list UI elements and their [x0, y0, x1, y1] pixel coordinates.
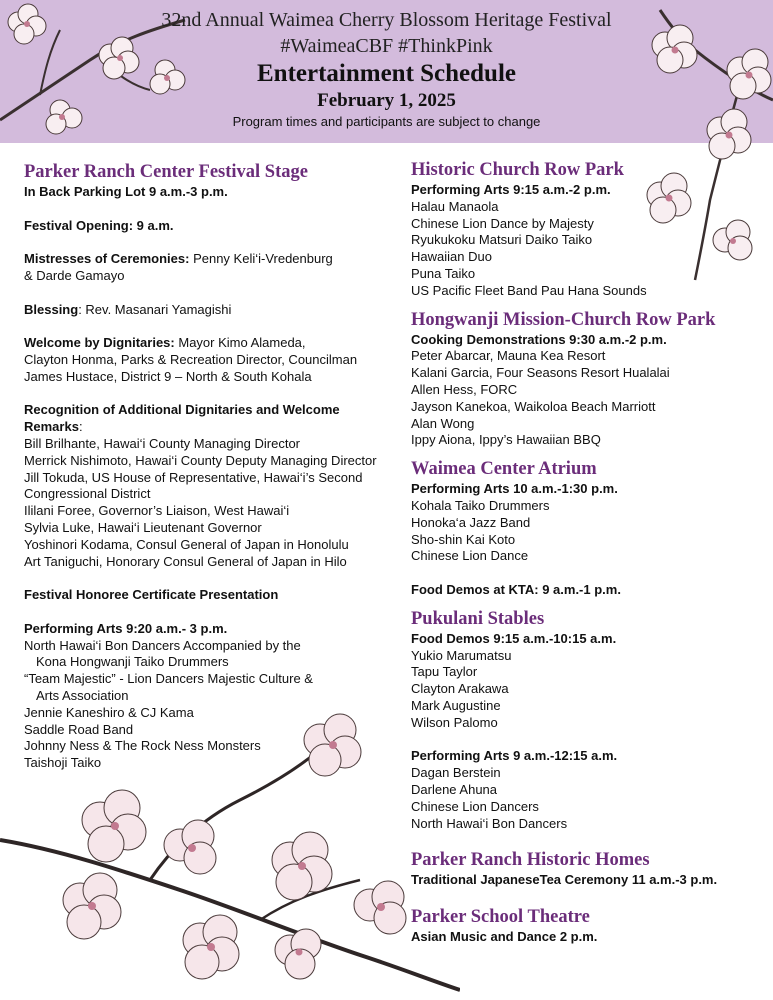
pukulani-food-list [411, 648, 766, 732]
pukulani-perf-label: Performing Arts 9 a.m.-12:15 a.m. [411, 748, 618, 764]
pukulani-food-label: Food Demos 9:15 a.m.-10:15 a.m. [411, 630, 617, 646]
page-title: Entertainment Schedule [256, 60, 517, 87]
pukulani-perf-list [411, 765, 766, 832]
list-item: US Pacific Fleet Band Pau Hana Sounds [411, 282, 647, 298]
blessing-label: Blessing [24, 301, 79, 317]
list-item: Chinese Lion Dancers [411, 798, 539, 814]
atrium-list [411, 498, 766, 565]
dignitary-item: Sylvia Luke, Hawai‘i Lieutenant Governor [24, 519, 262, 535]
dignitary-item: Bill Brilhante, Hawai‘i County Managing Director [24, 435, 301, 451]
performer-item: Johnny Ness & The Rock Ness Monsters [24, 738, 261, 754]
list-item: Mark Augustine [411, 697, 501, 713]
list-item: Dagan Berstein [411, 765, 501, 781]
list-item: Honoka‘a Jazz Band [411, 514, 531, 530]
festival-opening: Festival Opening: 9 a.m. [24, 217, 174, 233]
section-title-main-stage: Parker Ranch Center Festival Stage [24, 162, 308, 182]
main-stage-location: In Back Parking Lot 9 a.m.-3 p.m. [24, 184, 228, 199]
list-item: Puna Taiko [411, 265, 476, 281]
performer-item: Taishoji Taiko [24, 755, 102, 771]
blessing-entry [24, 302, 384, 319]
mc-label: Mistresses of Ceremonies: [24, 251, 190, 267]
welcome-names: Mayor Kimo Alameda, [174, 335, 306, 351]
dignitaries-list [24, 436, 384, 570]
section-title-church-row: Historic Church Row Park [411, 160, 624, 180]
list-item: Peter Abarcar, Mauna Kea Resort [411, 348, 606, 364]
recognition-colon: : [78, 419, 83, 435]
recognition-remarks: Remarks [24, 419, 79, 435]
welcome-cont-2: James Hustace, District 9 – North & South Kohala [24, 368, 312, 384]
church-row-list [411, 199, 766, 300]
church-row-label: Performing Arts 9:15 a.m.-2 p.m. [411, 182, 611, 197]
performer-item: Jennie Kaneshiro & CJ Kama [24, 704, 194, 720]
list-item: Sho-shin Kai Koto [411, 531, 516, 547]
list-item: Darlene Ahuna [411, 781, 498, 797]
performer-item: Saddle Road Band [24, 721, 134, 737]
section-title-hongwanji: Hongwanji Mission-Church Row Park [411, 309, 716, 330]
mc-names: Penny Keli‘i-Vredenburg [189, 251, 333, 267]
parker-school-label: Asian Music and Dance 2 p.m. [411, 929, 598, 945]
list-item: Clayton Arakawa [411, 681, 509, 697]
blessing-name: : Rev. Masanari Yamagishi [78, 301, 232, 317]
venues-column [411, 158, 766, 946]
list-item: Ippy Aiona, Ippy’s Hawaiian BBQ [411, 432, 601, 448]
mc-names-cont: & Darde Gamayo [24, 267, 125, 283]
section-title-parker-school: Parker School Theatre [411, 907, 590, 928]
list-item: Ryukukoku Matsuri Daiko Taiko [411, 232, 593, 248]
main-stage-column [24, 160, 384, 772]
hongwanji-list [411, 348, 766, 449]
welcome-entry [24, 335, 384, 352]
list-item: Hawaiian Duo [411, 249, 492, 265]
list-item: Jayson Kanekoa, Waikoloa Beach Marriott [411, 398, 656, 414]
disclaimer: Program times and participants are subject to change [232, 114, 541, 129]
dignitary-item: Jill Tokuda, US House of Representative, Hawai‘i’s Second [24, 469, 363, 485]
list-item: Yukio Marumatsu [411, 647, 512, 663]
performer-item: Arts Association [36, 687, 129, 703]
list-item: Wilson Palomo [411, 714, 498, 730]
festival-title: 32nd Annual Waimea Cherry Blossom Heritage Festival [161, 9, 612, 31]
main-stage-performing-label: Performing Arts 9:20 a.m.- 3 p.m. [24, 620, 228, 636]
kta-food-demos: Food Demos at KTA: 9 a.m.-1 p.m. [411, 581, 621, 597]
list-item: North Hawai‘i Bon Dancers [411, 815, 568, 831]
list-item: Chinese Lion Dance by Majesty [411, 215, 594, 231]
hongwanji-label: Cooking Demonstrations 9:30 a.m.-2 p.m. [411, 331, 667, 347]
section-title-atrium: Waimea Center Atrium [411, 459, 597, 480]
performer-item: “Team Majestic” - Lion Dancers Majestic Culture & [24, 671, 313, 687]
dignitary-item: Art Taniguchi, Honorary Consul General of Japan in Hilo [24, 553, 347, 569]
list-item: Chinese Lion Dance [411, 548, 529, 564]
recognition-label: Recognition of Additional Dignitaries and Welcome [24, 402, 340, 418]
welcome-label: Welcome by Dignitaries: [24, 335, 175, 351]
mc-entry [24, 251, 384, 268]
main-stage-performers [24, 638, 384, 772]
dignitary-item: Congressional District [24, 486, 151, 502]
recognition-label-cont [24, 419, 384, 436]
section-title-historic-homes: Parker Ranch Historic Homes [411, 850, 650, 871]
list-item: Kohala Taiko Drummers [411, 497, 550, 513]
atrium-label: Performing Arts 10 a.m.-1:30 p.m. [411, 481, 618, 497]
list-item: Alan Wong [411, 415, 475, 431]
list-item: Allen Hess, FORC [411, 381, 518, 397]
dignitary-item: Ililani Foree, Governor’s Liaison, West Hawai‘i [24, 503, 290, 519]
hashtags: #WaimeaCBF #ThinkPink [280, 35, 493, 57]
list-item: Kalani Garcia, Four Seasons Resort Hualalai [411, 365, 670, 381]
welcome-cont-1: Clayton Honma, Parks & Recreation Director, Councilman [24, 351, 358, 367]
performer-item: North Hawai‘i Bon Dancers Accompanied by the [24, 637, 301, 653]
dignitary-item: Merrick Nishimoto, Hawai‘i County Deputy Managing Director [24, 452, 377, 468]
historic-homes-label: Traditional JapaneseTea Ceremony 11 a.m.-3 p.m. [411, 872, 718, 888]
dignitary-item: Yoshinori Kodama, Consul General of Japan in Honolulu [24, 536, 349, 552]
section-title-pukulani: Pukulani Stables [411, 608, 545, 629]
honoree-presentation: Festival Honoree Certificate Presentation [24, 587, 279, 603]
list-item: Halau Manaola [411, 198, 499, 214]
performer-item: Kona Hongwanji Taiko Drummers [36, 654, 229, 670]
list-item: Tapu Taylor [411, 664, 478, 680]
event-date: February 1, 2025 [317, 90, 456, 111]
